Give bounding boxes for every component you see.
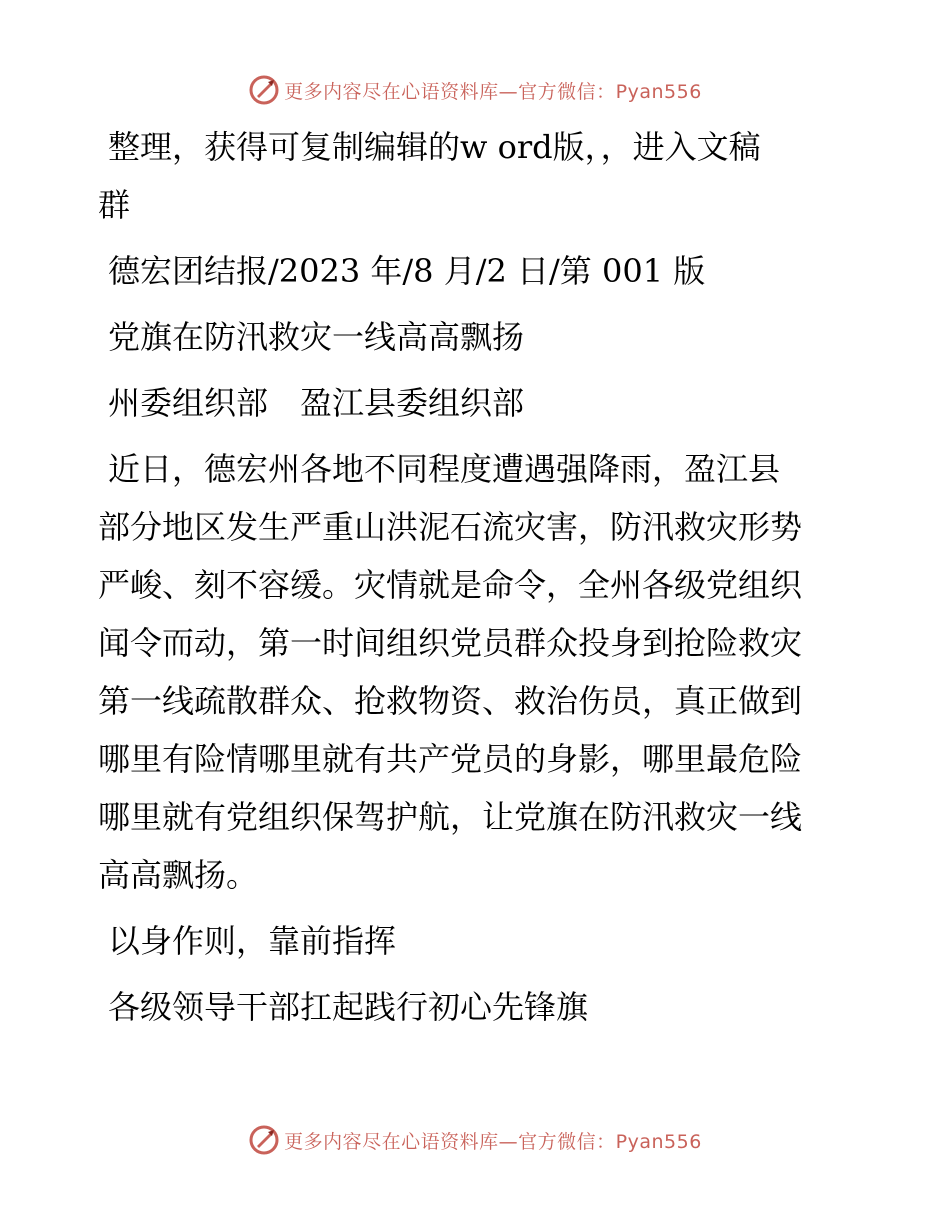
body-line: 哪里就有党组织保驾护航，让党旗在防汛救灾一线 [98,798,803,836]
body-line: 严峻、刻不容缓。灾情就是命令，全州各级党组织 [98,566,803,604]
footer-watermark [0,1120,950,1160]
body-line: 部分地区发生严重山洪泥石流灾害，防汛救灾形势 [98,508,803,546]
quill-logo-icon [248,1124,280,1156]
dateline: 德宏团结报/2023 年/8 月/2 日/第 001 版 [108,252,706,290]
subheading: 以身作则，靠前指挥 [108,922,397,960]
body-line: 第一线疏散群众、抢救物资、救治伤员，真正做到 [98,682,803,720]
intro-paragraph [98,118,858,234]
watermark-text: 更多内容尽在心语资料库—官方微信：Pyan556 [284,80,702,103]
subheading: 各级领导干部扛起践行初心先锋旗 [108,988,589,1026]
body-paragraph [98,440,858,904]
body-line: 闻令而动，第一时间组织党员群众投身到抢险救灾 [98,624,803,662]
quill-logo-icon [248,74,280,106]
intro-line: 整理，获得可复制编辑的w ord版，，进入文稿 [108,128,761,166]
document-body [98,118,858,1044]
body-line: 高高飘扬。 [98,856,259,894]
body-line: 近日，德宏州各地不同程度遭遇强降雨，盈江县 [108,450,781,488]
body-line: 哪里有险情哪里就有共产党员的身影，哪里最危险 [98,740,803,778]
watermark-text: 更多内容尽在心语资料库—官方微信：Pyan556 [284,1130,702,1153]
byline: 州委组织部 盈江县委组织部 [108,384,525,422]
header-watermark [0,70,950,110]
headline: 党旗在防汛救灾一线高高飘扬 [108,318,525,356]
intro-line: 群 [98,186,131,224]
